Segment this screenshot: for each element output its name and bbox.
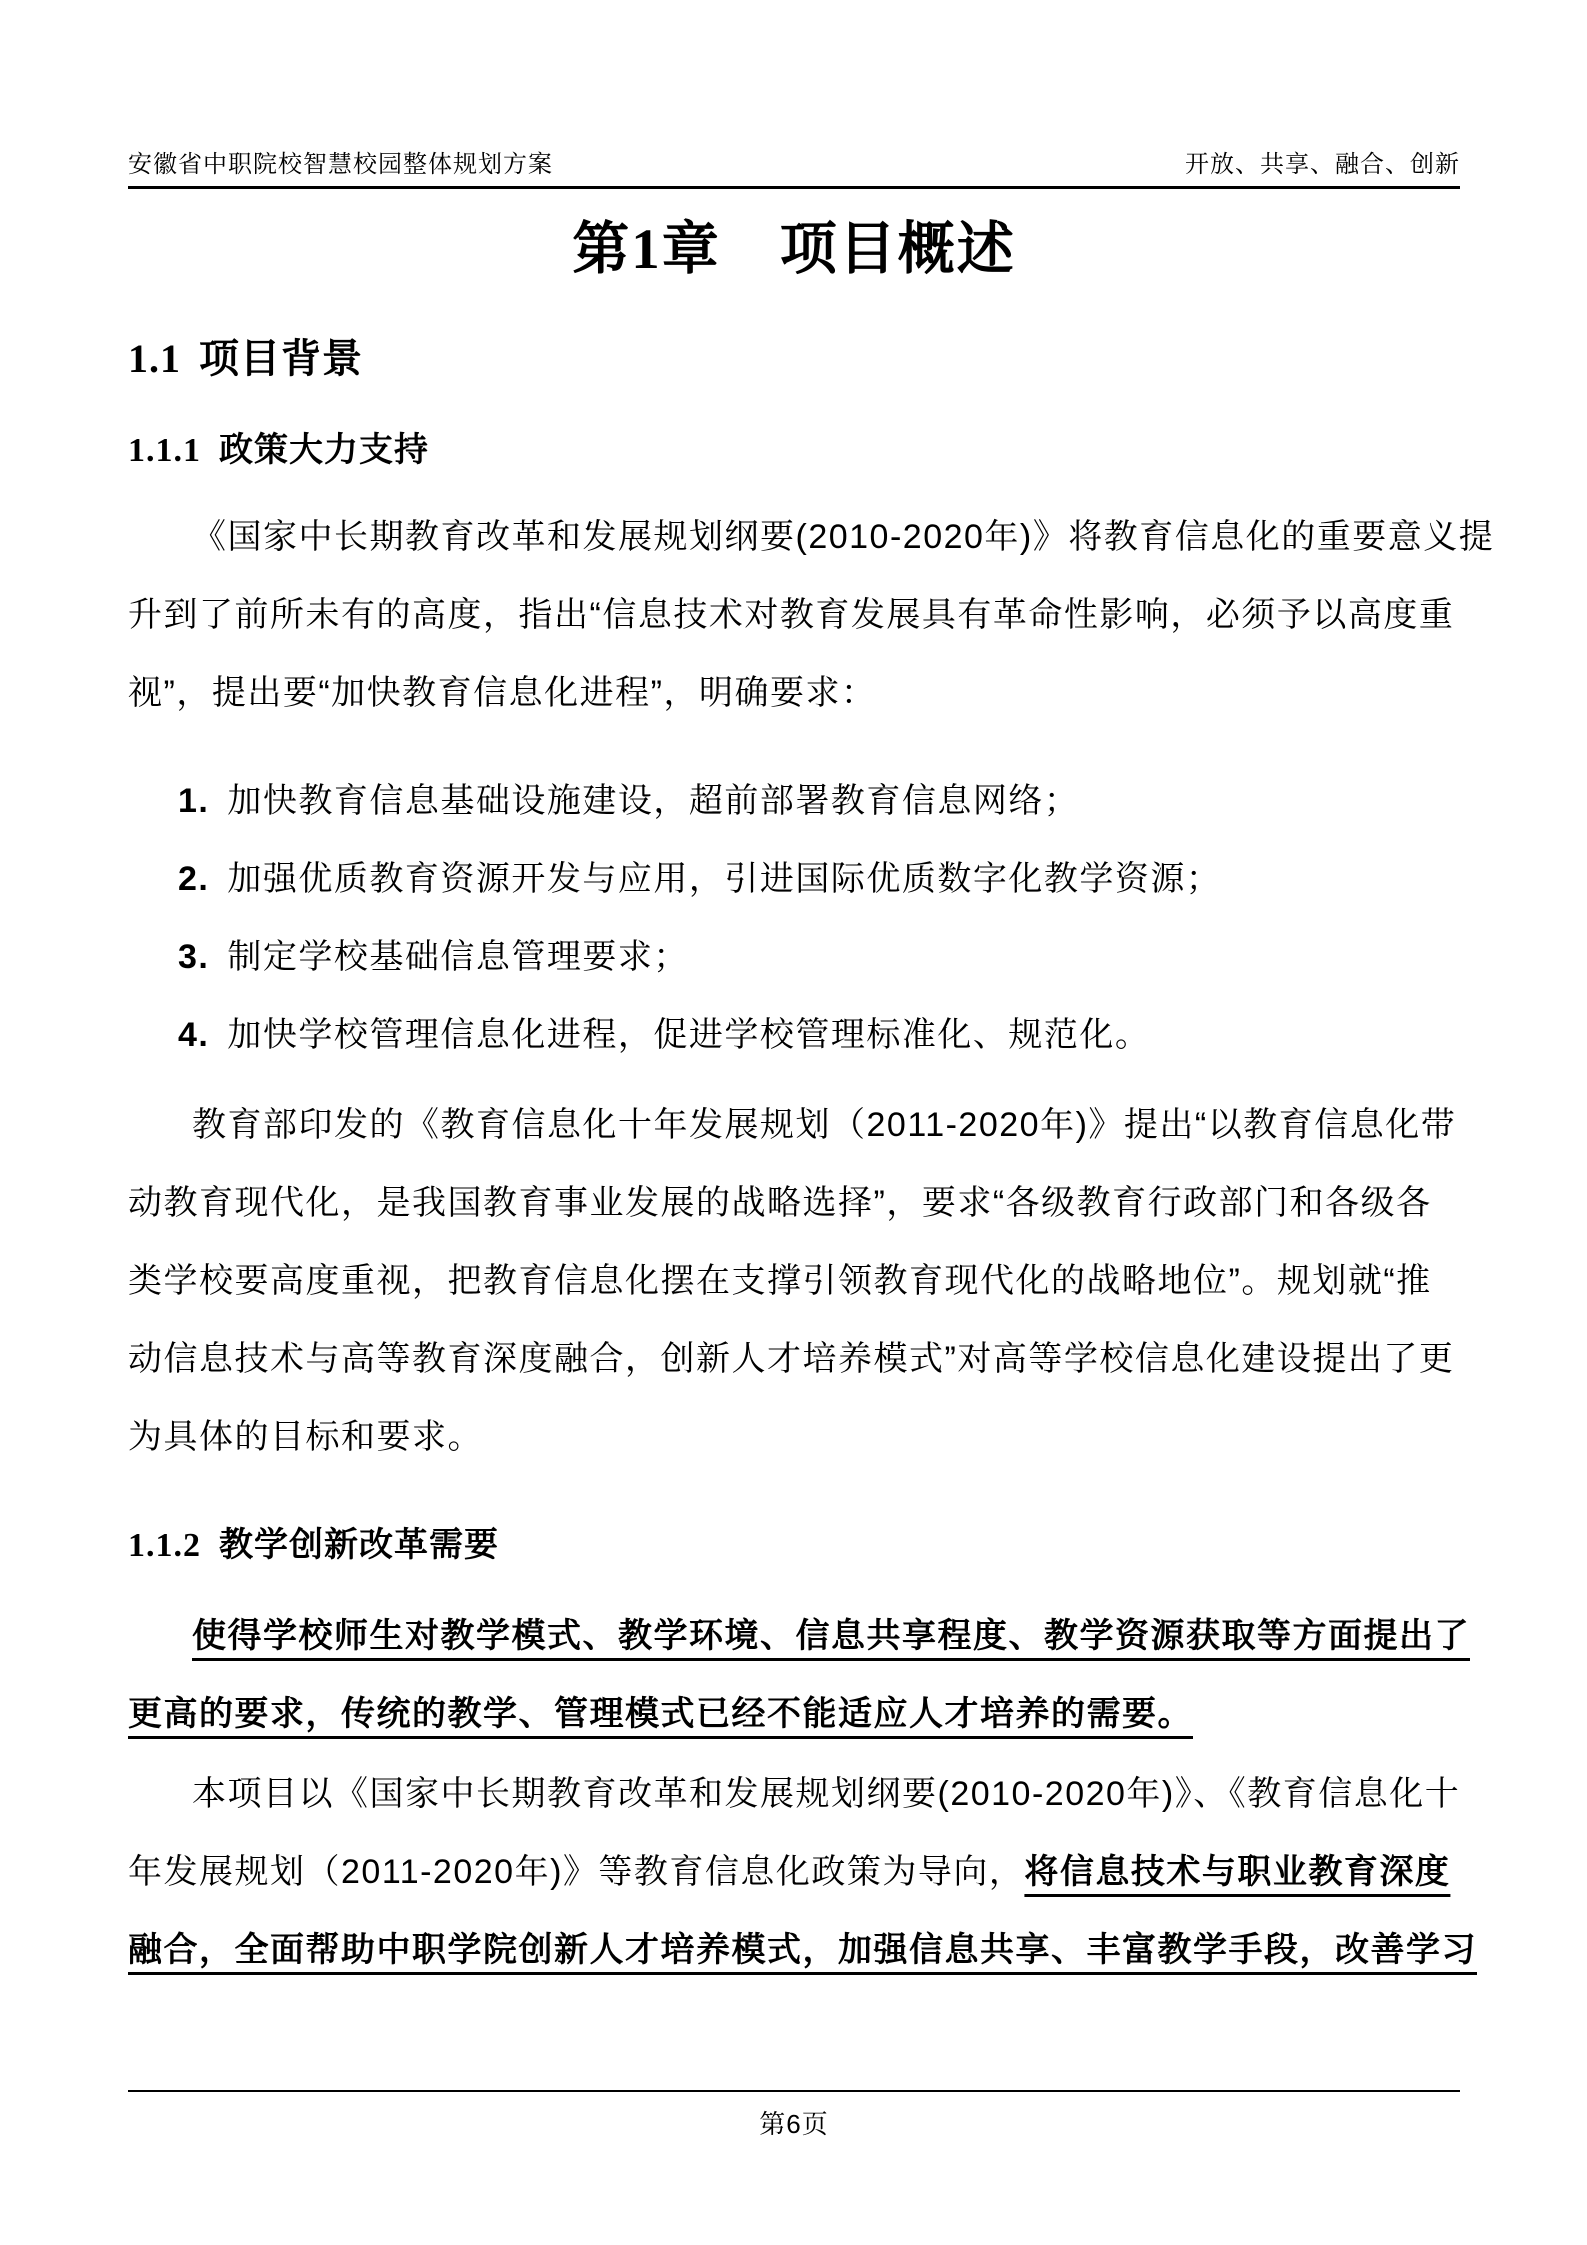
paragraph-line xyxy=(128,1833,1460,1911)
paragraph-line: 《国家中长期教育改革和发展规划纲要(2010-2020年)》将教育信息化的重要意义提 xyxy=(192,518,1495,556)
paragraph-line: 动信息技术与高等教育深度融合，创新人才培养模式”对高等学校信息化建设提出了更 xyxy=(128,1340,1455,1378)
paragraph-project-goal xyxy=(128,1755,1477,1989)
section-number: 1.1.2 xyxy=(128,1527,201,1564)
paragraph-line: 动教育现代化，是我国教育事业发展的战略选择”，要求“各级教育行政部门和各级各 xyxy=(128,1184,1432,1222)
paragraph-line: 为具体的目标和要求。 xyxy=(128,1418,483,1456)
section-heading-1-1 xyxy=(128,335,1460,383)
chapter-title: 第1章 项目概述 xyxy=(572,218,1016,281)
section-heading-1-1-1 xyxy=(128,429,1460,472)
paragraph-line: 类学校要高度重视，把教育信息化摆在支撑引领教育现代化的战略地位”。规划就“推 xyxy=(128,1262,1432,1300)
list-item-number: 4. xyxy=(178,1016,210,1054)
paragraph-policy-intro xyxy=(128,498,1495,732)
list-item xyxy=(128,762,1460,840)
emphasized-text: 更高的要求，传统的教学、管理模式已经不能适应人才培养的需要。 xyxy=(128,1695,1193,1733)
paragraph-line xyxy=(128,1597,1470,1675)
paragraph-line: 视”，提出要“加快教育信息化进程”，明确要求： xyxy=(128,674,877,712)
paragraph-line: 教育部印发的《教育信息化十年发展规划（2011-2020年)》提出“以教育信息化带 xyxy=(192,1106,1457,1144)
page-footer xyxy=(128,2090,1460,2141)
header-left-text: 安徽省中职院校智慧校园整体规划方案 xyxy=(128,151,553,178)
section-label: 政策大力支持 xyxy=(219,431,429,469)
page-content xyxy=(128,0,1495,1989)
footer-page-number: 第6页 xyxy=(759,2109,829,2139)
section-label: 教学创新改革需要 xyxy=(219,1526,499,1564)
list-item xyxy=(128,918,1460,996)
paragraph-line: 本项目以《国家中长期教育改革和发展规划纲要(2010-2020年)》、《教育信息化十 xyxy=(192,1775,1461,1813)
list-item-text: 加快教育信息基础设施建设，超前部署教育信息网络； xyxy=(227,782,1080,820)
list-item xyxy=(128,840,1460,918)
numbered-list xyxy=(128,762,1460,1074)
emphasized-text: 融合，全面帮助中职学院创新人才培养模式，加强信息共享、丰富教学手段，改善学习 xyxy=(128,1931,1477,1969)
page-header xyxy=(128,0,1460,189)
section-number: 1.1 xyxy=(128,336,181,381)
list-item-text: 制定学校基础信息管理要求； xyxy=(227,938,689,976)
list-item-text: 加强优质教育资源开发与应用，引进国际优质数字化教学资源； xyxy=(227,860,1222,898)
list-item xyxy=(128,996,1460,1074)
emphasized-text: 使得学校师生对教学模式、教学环境、信息共享程度、教学资源获取等方面提出了 xyxy=(192,1617,1470,1655)
list-item-number: 1. xyxy=(178,782,210,820)
section-number: 1.1.1 xyxy=(128,432,201,469)
section-heading-1-1-2 xyxy=(128,1524,1460,1567)
list-item-number: 3. xyxy=(178,938,210,976)
list-item-number: 2. xyxy=(178,860,210,898)
paragraph-line xyxy=(128,1911,1477,1989)
section-label: 项目背景 xyxy=(199,337,363,381)
list-item-text: 加快学校管理信息化进程，促进学校管理标准化、规范化。 xyxy=(227,1016,1151,1054)
normal-text: 年发展规划（2011-2020年)》等教育信息化政策为导向， xyxy=(128,1853,1025,1891)
paragraph-ministry-plan xyxy=(128,1086,1460,1476)
header-right-text: 开放、共享、融合、创新 xyxy=(1185,151,1460,178)
paragraph-teaching-reform xyxy=(128,1597,1470,1753)
paragraph-line: 升到了前所未有的高度，指出“信息技术对教育发展具有革命性影响，必须予以高度重 xyxy=(128,596,1455,634)
paragraph-line xyxy=(128,1675,1460,1753)
emphasized-text: 将信息技术与职业教育深度 xyxy=(1024,1853,1451,1891)
